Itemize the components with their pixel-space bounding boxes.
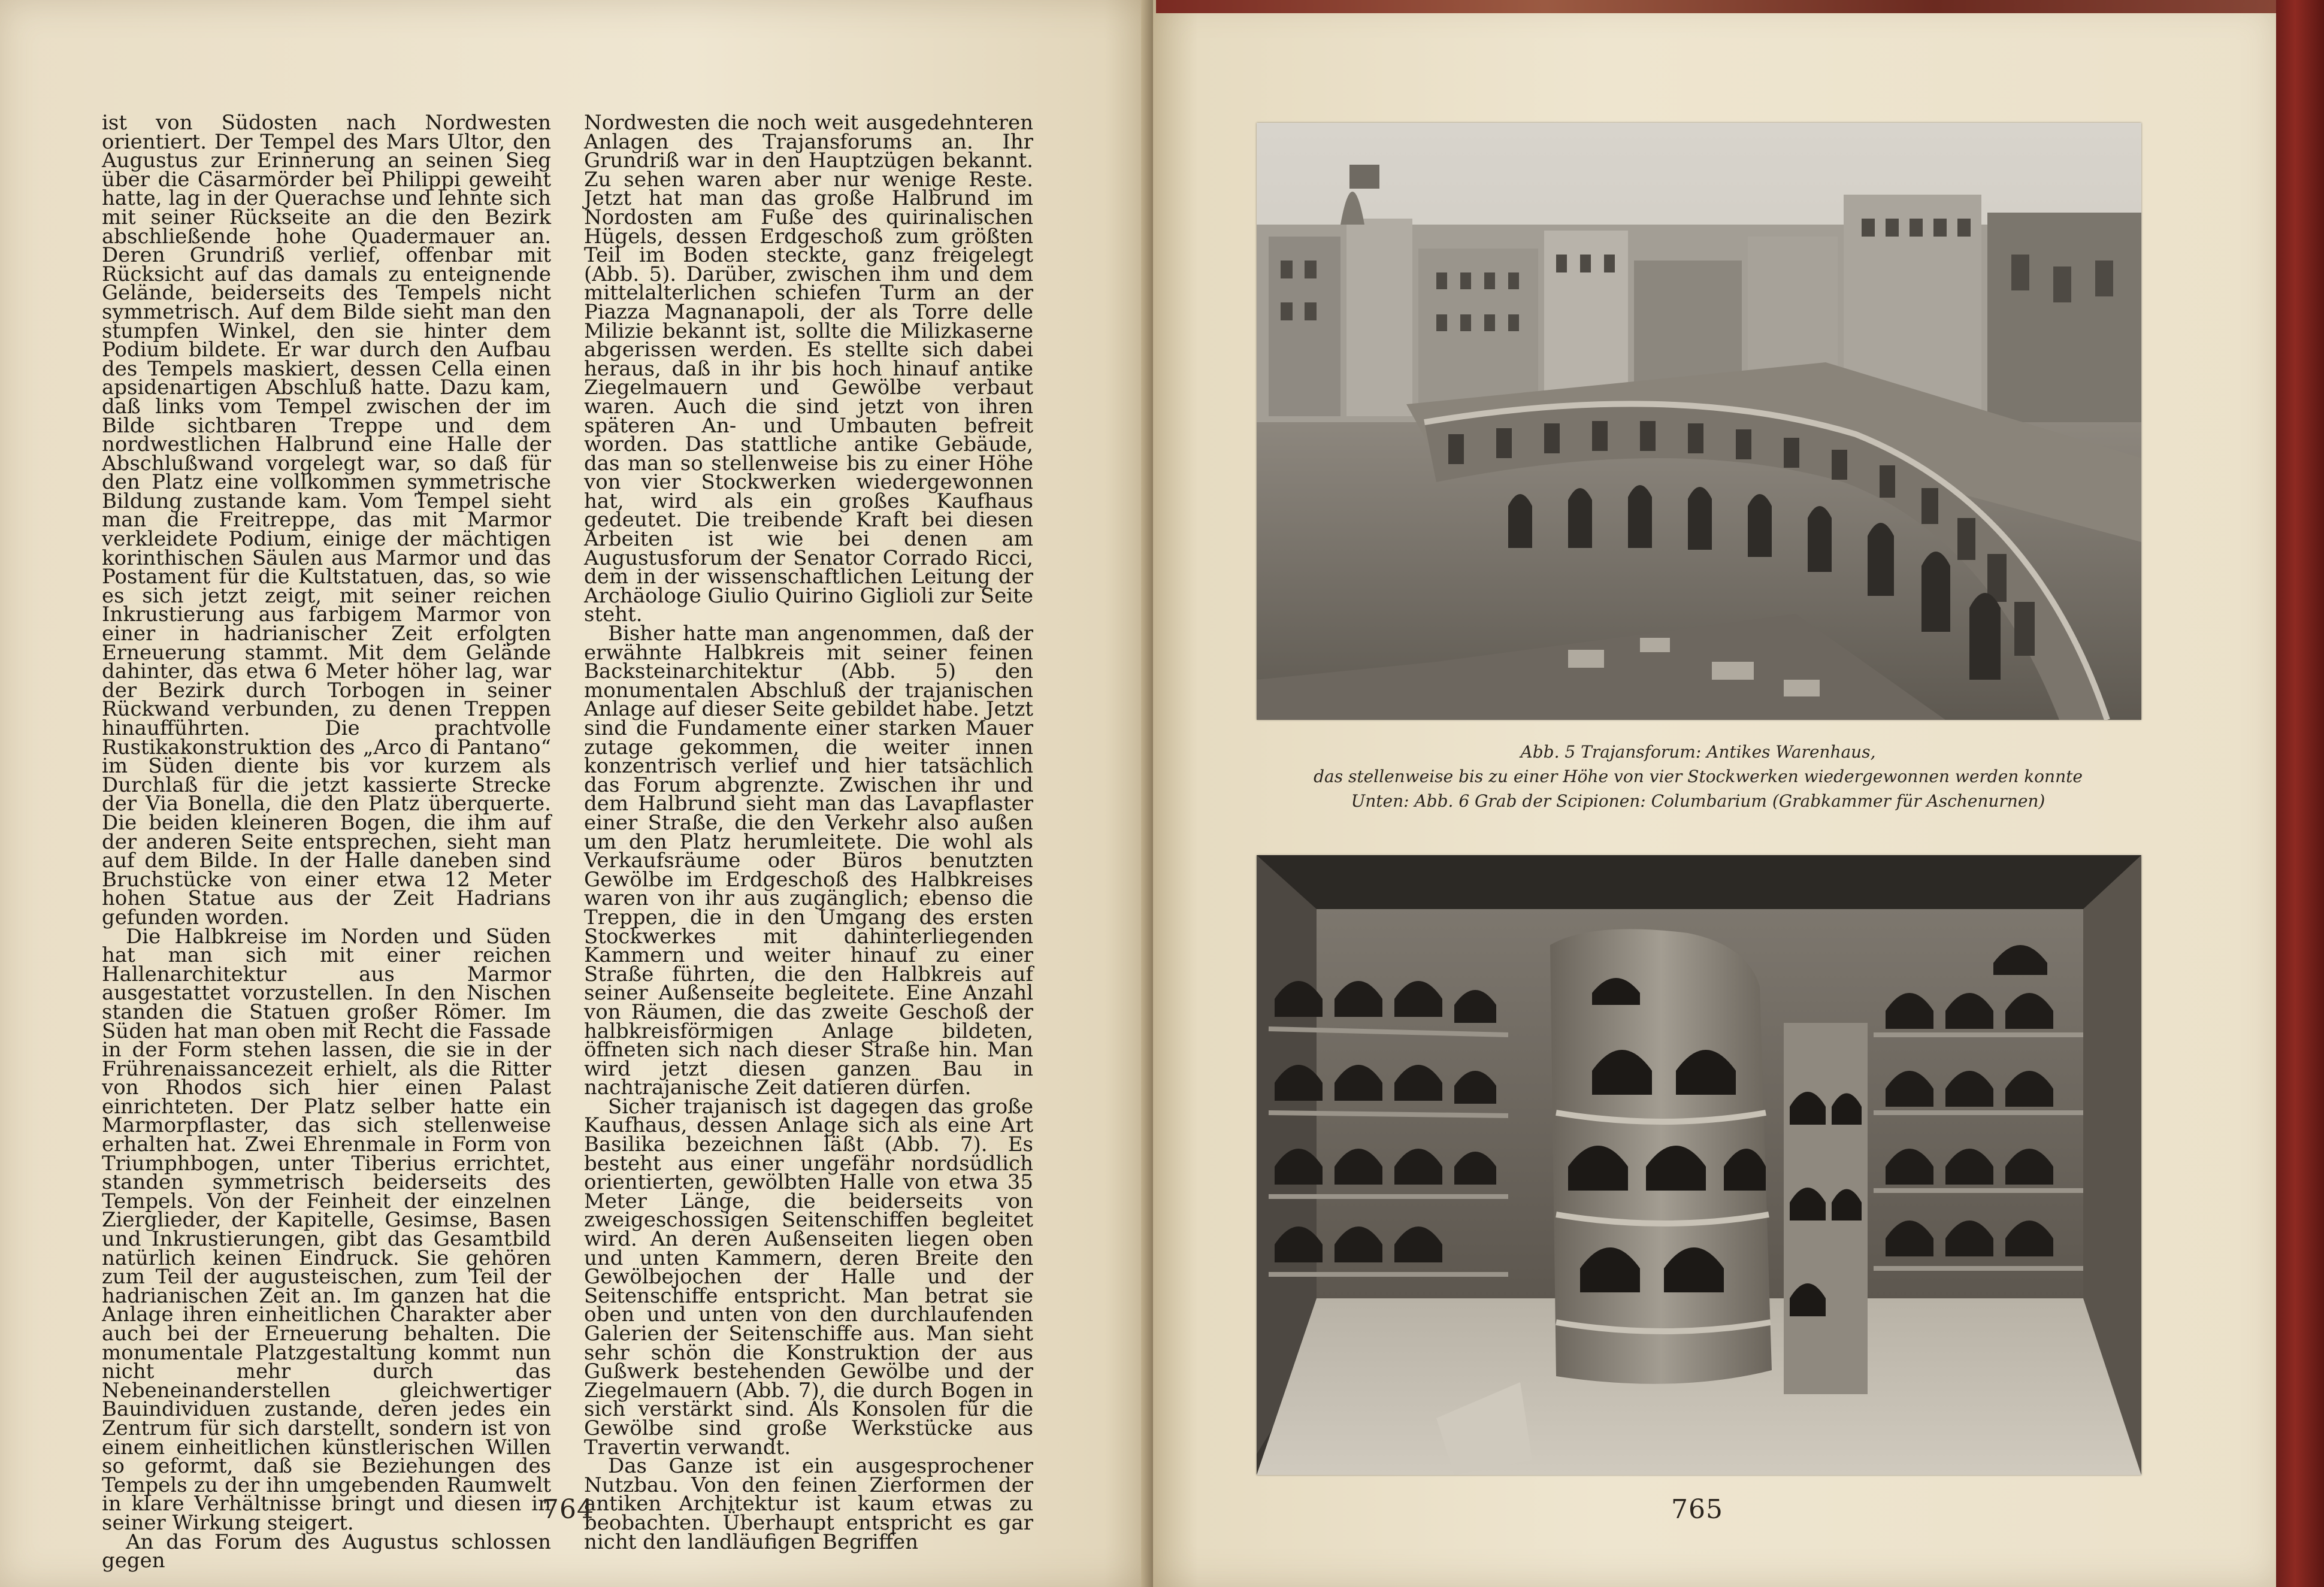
- cover-edge-top: [1156, 0, 2324, 13]
- page-number-right: 765: [1671, 1494, 1723, 1525]
- cover-edge-right: [2276, 0, 2324, 1587]
- paragraph: Die Halbkreise im Norden und Süden hat man sich mit einer reichen Hallenarchitektur aus Marmor ausgestattet vorzustellen. In den Nischen standen die Statuen großer Römer. Im Süden hat man oben mit Recht die Fassade in der Form stehen lassen, die sie in der Frührenaissancezeit erhielt, als die Ritter von Rhodos sich hier einen Palast einrichteten. Der Platz selber hatte ein Marmorpflaster, das sich stellenweise erhalten hat. Zwei Ehrenmale in Form von Triumphbogen, unter Tiberius errichtet, standen symmetrisch beiderseits des Tempels. Von der Feinheit der einzelnen Zierglieder, der Kapitelle, Gesimse, Basen und Inkrustierungen, gibt das Gesamtbild natürlich keinen Eindruck. Sie gehören zum Teil der augusteischen, zum Teil der hadrianischen Zeit an. Im ganzen hat die Anlage ihren einheitlichen Charakter aber auch bei der Erneuerung behalten. Die monumentale Platzgestaltung kommt nun nicht mehr durch das Nebeneinanderstellen gleichwertiger Bauindividuen zustande, deren jedes ein Zentrum für sich darstellt, sondern ist von einem einheitlichen künstlerischen Willen so geformt, daß sie Beziehungen des Tempels zu der ihn umgebenden Raumwelt in klare Verhältnisse bringt und diesen in seiner Wirkung steigert.: [102, 924, 551, 1535]
- paragraph: ist von Südosten nach Nordwesten orientiert. Der Tempel des Mars Ultor, den Augustus zur Erinnerung an seinen Sieg über die Cäsarmörder bei Philippi geweiht hatte, lag in der Querachse und lehnte sich mit seiner Rückseite an die den Bezirk abschließende hohe Quadermauer an. Deren Grundriß verlief, offenbar mit Rücksicht auf das damals zu enteignende Gelände, beiderseits des Tempels nicht symmetrisch. Auf dem Bilde sieht man den stumpfen Winkel, den sie hinter dem Podium bildete. Er war durch den Aufbau des Tempels maskiert, dessen Cella einen apsidenartigen Abschluß hatte. Dazu kam, daß links vom Tempel zwischen der im Bilde sichtbaren Treppe und dem nordwestlichen Halbrund eine Halle der Abschlußwand vorgelegt war, so daß für den Platz eine vollkommen symmetrische Bildung zustande kam. Vom Tempel sieht man die Freitreppe, das mit Marmor verkleidete Podium, einige der mächtigen korinthischen Säulen aus Marmor und das Postament für die Kultstatuen, das, so wie es sich jetzt zeigt, mit seiner reichen Inkrustierung aus farbigem Marmor von einer in hadrianischer Zeit erfolgten Erneuerung stammt. Mit dem Gelände dahinter, das etwa 6 Meter höher lag, war der Bezirk durch Torbogen in seiner Rückwand verbunden, zu denen Treppen hinaufführten. Die prachtvolle Rustikakonstruktion des „Arco di Pantano“ im Süden diente bis vor kurzem als Durchlaß für die jetzt kassierte Strecke der Via Bonella, die den Platz überquerte. Die beiden kleineren Bogen, die ihm auf der anderen Seite entsprechen, sieht man auf dem Bilde. In der Halle daneben sind Bruchstücke von einer etwa 12 Meter hohen Statue aus der Zeit Hadrians gefunden worden.: [102, 111, 551, 929]
- columbarium-image: [1257, 855, 2141, 1475]
- abb-6-photo: [1257, 855, 2141, 1475]
- paragraph: Nordwesten die noch weit ausgedehnteren Anlagen des Trajansforums an. Ihr Grundriß war in den Hauptzügen bekannt. Zu sehen waren aber nur wenige Reste. Jetzt hat man das große Halbrund im Nordosten am Fuße des quirinalischen Hügels, dessen Erdgeschoß zum größten Teil im Boden steckte, ganz freigelegt (Abb. 5). Darüber, zwischen ihm und dem mittelalterlichen schiefen Turm an der Piazza Magnanapoli, der als Torre delle Milizie bekannt ist, sollte die Milizkaserne abgerissen werden. Es stellte sich dabei heraus, daß in ihr bis hoch hinauf antike Ziegelmauern und Gewölbe verbaut waren. Auch die sind jetzt von ihren späteren An- und Umbauten befreit worden. Das stattliche antike Gebäude, das man so stellenweise bis zu einer Höhe von vier Stockwerken wiedergewonnen hat, wird als ein großes Kaufhaus gedeutet. Die treibende Kraft bei diesen Arbeiten ist wie bei denen am Augustusforum der Senator Corrado Ricci, dem in der wissenschaftlichen Leitung der Archäologe Giulio Quirino Giglioli zur Seite steht.: [584, 111, 1033, 627]
- paragraph: Bisher hatte man angenommen, daß der erwähnte Halbkreis mit seiner feinen Backsteinarchitektur (Abb. 5) den monumentalen Abschluß der trajanischen Anlage auf dieser Seite gebildet habe. Jetzt sind die Fundamente einer starken Mauer zutage gekommen, die weiter innen konzentrisch verlief und hier tatsächlich das Forum abgrenzte. Zwischen ihr und dem Halbrund sieht man das Lavapflaster einer Straße, die den Verkehr also außen um den Platz herumleitete. Die wohl als Verkaufsräume oder Büros benutzten Gewölbe im Erdgeschoß des Halbkreises waren von ihr aus zugänglich; ebenso die Treppen, die in den Umgang des ersten Stockwerkes mit dahinterliegenden Kammern und weiter hinauf zu einer Straße führten, die den Halbkreis auf seiner Außenseite begleitete. Eine Anzahl von Räumen, die das zweite Geschoß der halbkreisförmigen Anlage bildeten, öffneten sich nach dieser Straße hin. Man wird jetzt diesen ganzen Bau in nachtrajanische Zeit datieren dürfen.: [584, 622, 1033, 1100]
- trajan-market-image: [1257, 123, 2141, 720]
- caption-line-1: Abb. 5 Trajansforum: Antikes Warenhaus,: [1520, 742, 1876, 762]
- caption-line-3: Unten: Abb. 6 Grab der Scipionen: Columbarium (Grabkammer für Aschenurnen): [1351, 791, 2045, 811]
- page-number-left: 764: [542, 1494, 594, 1525]
- left-page-column-1: [102, 111, 551, 1573]
- paragraph: Das Ganze ist ein ausgesprochener Nutzbau. Von den feinen Zierformen der antiken Architektur ist kaum etwas zu beobachten. Überhaupt entspricht es gar nicht den landläufigen Begriffen: [584, 1454, 1033, 1554]
- caption-line-2: das stellenweise bis zu einer Höhe von vier Stockwerken wiedergewonnen werden konnte: [1314, 767, 2083, 786]
- paragraph: An das Forum des Augustus schlossen gegen: [102, 1530, 551, 1573]
- abb-5-photo: [1257, 123, 2141, 720]
- figure-caption: [1258, 740, 2138, 813]
- left-page-column-2: [584, 111, 1033, 1554]
- left-page: [0, 0, 1150, 1587]
- paragraph: Sicher trajanisch ist dagegen das große Kaufhaus, dessen Anlage sich als eine Art Basilika bezeichnen läßt (Abb. 7). Es besteht aus einer ungefähr nordsüdlich orientierten, gewölbten Halle von etwa 35 Meter Länge, die beiderseits von zweigeschossigen Seitenschiffen begleitet wird. An deren Außenseiten liegen oben und unten Kammern, deren Breite den Gewölbejochen der Halle und der Seitenschiffe entspricht. Man betrat sie oben und unten von den durchlaufenden Galerien der Seitenschiffe aus. Man sieht sehr schön die Konstruktion der aus Gußwerk bestehenden Gewölbe und der Ziegelmauern (Abb. 7), die durch Bogen in sich verstärkt sind. Als Konsolen für die Gewölbe sind große Werkstücke aus Travertin verwandt.: [584, 1094, 1033, 1459]
